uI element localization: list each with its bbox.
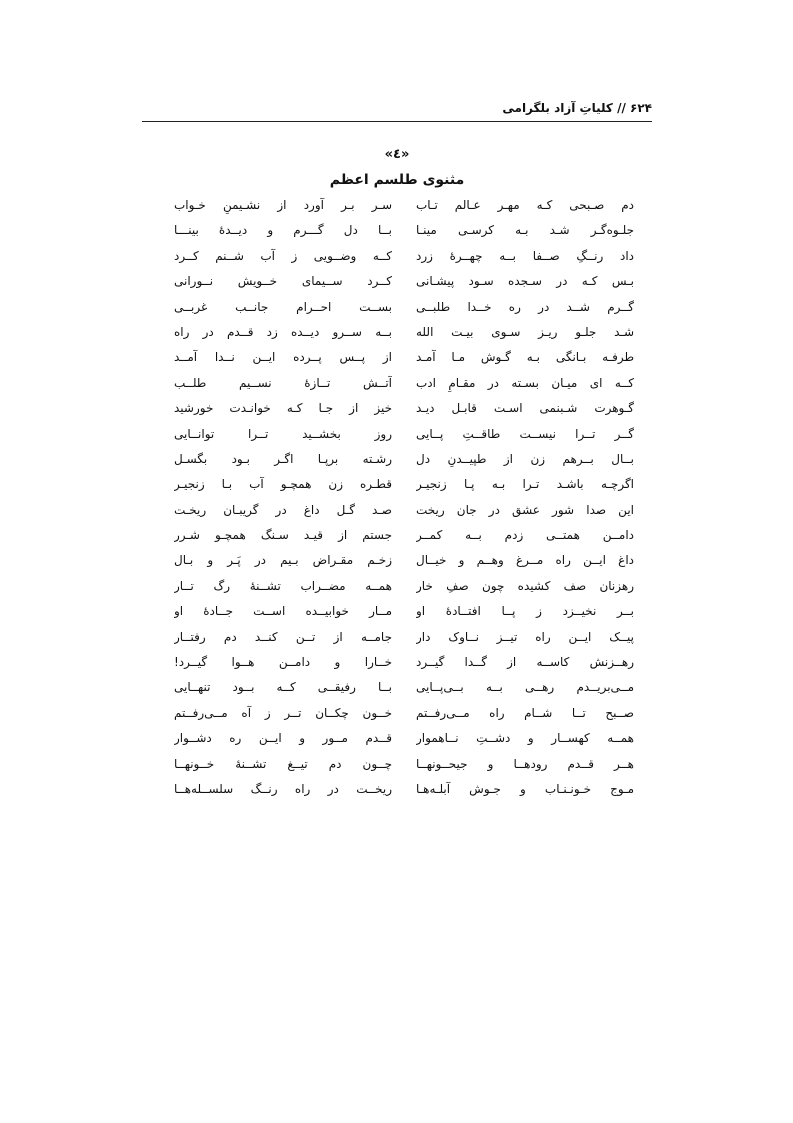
poem-title: مثنوی طلسم اعظم [329, 172, 465, 188]
hemistich-second: صـد گـل داغ در گریبـان ریخـت [174, 502, 392, 517]
couplet [174, 344, 634, 369]
hemistich-second: مــار خوابیــده اســت جــادۀ او [174, 604, 392, 619]
running-header: ۶۲۴ // کلیاتِ آزاد بلگرامی [502, 101, 652, 115]
hemistich-second: از پــس پــرده ایــن نــدا آمــد [174, 350, 392, 365]
couplet [174, 319, 634, 344]
hemistich-first: پیــک ایــن راه تیــز نــاوک دار [416, 629, 634, 644]
couplet [174, 421, 634, 446]
couplet [174, 370, 634, 395]
couplet [174, 446, 634, 471]
hemistich-first: شـد جلـو ریـز سـوی بیـت الله [416, 324, 634, 339]
section-number: «٤» [384, 147, 410, 162]
hemistich-first: اگرچـه باشـد تـرا بـه پـا زنجیـر [416, 477, 634, 492]
hemistich-first: بـس کـه در سـجده سـود پیشـانی [416, 274, 634, 289]
hemistich-first: گــرم شــد در ره خــدا طلبــی [416, 299, 634, 314]
couplet [174, 573, 634, 598]
hemistich-second: سـر بـر آورد از نشـیمنِ خـواب [174, 198, 392, 212]
couplet [174, 725, 634, 750]
hemistich-first: مـوج خـونـنـاب و جـوش آبلـه‌هـا [416, 781, 634, 796]
hemistich-first: همــه کهســار و دشــتِ نــاهموار [416, 731, 634, 746]
hemistich-second: بســت احــرام جانــب غربــی [174, 299, 392, 314]
hemistich-second: همــه مضــراب تشــنۀ رگ تــار [174, 578, 392, 593]
hemistich-first: گــر تــرا نیســت طاقــتِ پــایی [416, 426, 634, 441]
couplet [174, 598, 634, 623]
hemistich-second: چــون دم تیــغ تشــنۀ خــونهــا [174, 756, 392, 771]
couplet [174, 268, 634, 293]
hemistich-second: کــه وضــویی ز آب شــنم کــرد [174, 248, 392, 263]
couplet [174, 294, 634, 319]
hemistich-first: این صدا شور عشق در جان ریخت [416, 502, 634, 517]
hemistich-second: بــه ســرو دیــده زد قــدم در راه [174, 324, 392, 339]
hemistich-first: رهــزنش کاســه از گــدا گیــرد [416, 655, 634, 670]
hemistich-first: هــر قــدم رودهــا و جیحــونهــا [416, 756, 634, 771]
hemistich-first: بــر نخیــزد ز پــا افتــادۀ او [416, 604, 634, 619]
hemistich-second: ریخــت در راه رنــگ سلســله‌هــا [174, 781, 392, 796]
couplet [174, 700, 634, 725]
hemistich-first: صــبح تــا شــام راه مــی‌رفــتم [416, 705, 634, 720]
hemistich-second: جامــه از تــن کنــد دم رفتــار [174, 629, 392, 644]
hemistich-second: قــدم مــور و ایــن ره دشــوار [174, 731, 392, 746]
couplet [174, 217, 634, 242]
hemistich-second: بــا دل گـــرم و دیــدۀ بینـــا [174, 223, 392, 238]
hemistich-second: جستم از قیـد سـنگ همچـو شـرر [174, 528, 392, 543]
hemistich-first: مــی‌بریــدم رهــی بــه بــی‌پــایی [416, 680, 634, 695]
couplet [174, 471, 634, 496]
couplet [174, 243, 634, 268]
couplet [174, 776, 634, 801]
hemistich-second: آتــش تــازۀ نســیم طلــب [174, 375, 392, 390]
header-rule [142, 121, 652, 122]
hemistich-first: داد رنــگِ صــفا بــه چهــرۀ زرد [416, 248, 634, 263]
couplet [174, 497, 634, 522]
hemistich-first: طرفـه بـانگی بـه گـوش مـا آمـد [416, 350, 634, 365]
hemistich-second: روز بخشــید تــرا توانــایی [174, 426, 392, 441]
hemistich-second: بــا رفیقــی کــه بــود تنهــایی [174, 680, 392, 695]
verse-list [174, 192, 634, 801]
hemistich-second: کــرد ســیمای خــویش نــورانی [174, 274, 392, 289]
hemistich-second: خیز از جـا کـه خوانـدت خورشید [174, 401, 392, 416]
hemistich-first: کــه ای میـان بسـته در مقـامِ ادب [416, 375, 634, 390]
couplet [174, 547, 634, 572]
couplet [174, 674, 634, 699]
couplet [174, 624, 634, 649]
hemistich-second: خــون چکــان تــر ز آه مــی‌رفــتم [174, 705, 392, 720]
hemistich-first: بــال بــرهم زن از طپیــدنِ دل [416, 451, 634, 466]
hemistich-second: قطـره زن همچـو آب بـا زنجیـر [174, 477, 392, 492]
couplet [174, 649, 634, 674]
hemistich-first: دم صـبحی کـه مهـر عـالم تـاب [416, 198, 634, 212]
hemistich-first: گـوهرت شـبنمی اسـت قابـل دیـد [416, 401, 634, 416]
hemistich-second: خــارا و دامــن هــوا گیــرد! [174, 655, 392, 670]
hemistich-second: زخـم مقـراض بـیم در پَـر و بـال [174, 553, 392, 568]
couplet [174, 395, 634, 420]
couplet [174, 751, 634, 776]
hemistich-second: رشـته برپـا اگـر بـود بگسـل [174, 451, 392, 466]
hemistich-first: دامــن همتــی زدم بــه کمــر [416, 528, 634, 543]
hemistich-first: رهزنان صف کشیده چون صفِ خار [416, 578, 634, 593]
couplet [174, 522, 634, 547]
hemistich-first: جلـوه‌گـر شـد بـه کرسـی مینـا [416, 223, 634, 238]
hemistich-first: داغ ایــن راه مــرغ وهــم و خیــال [416, 553, 634, 568]
couplet [174, 192, 634, 217]
